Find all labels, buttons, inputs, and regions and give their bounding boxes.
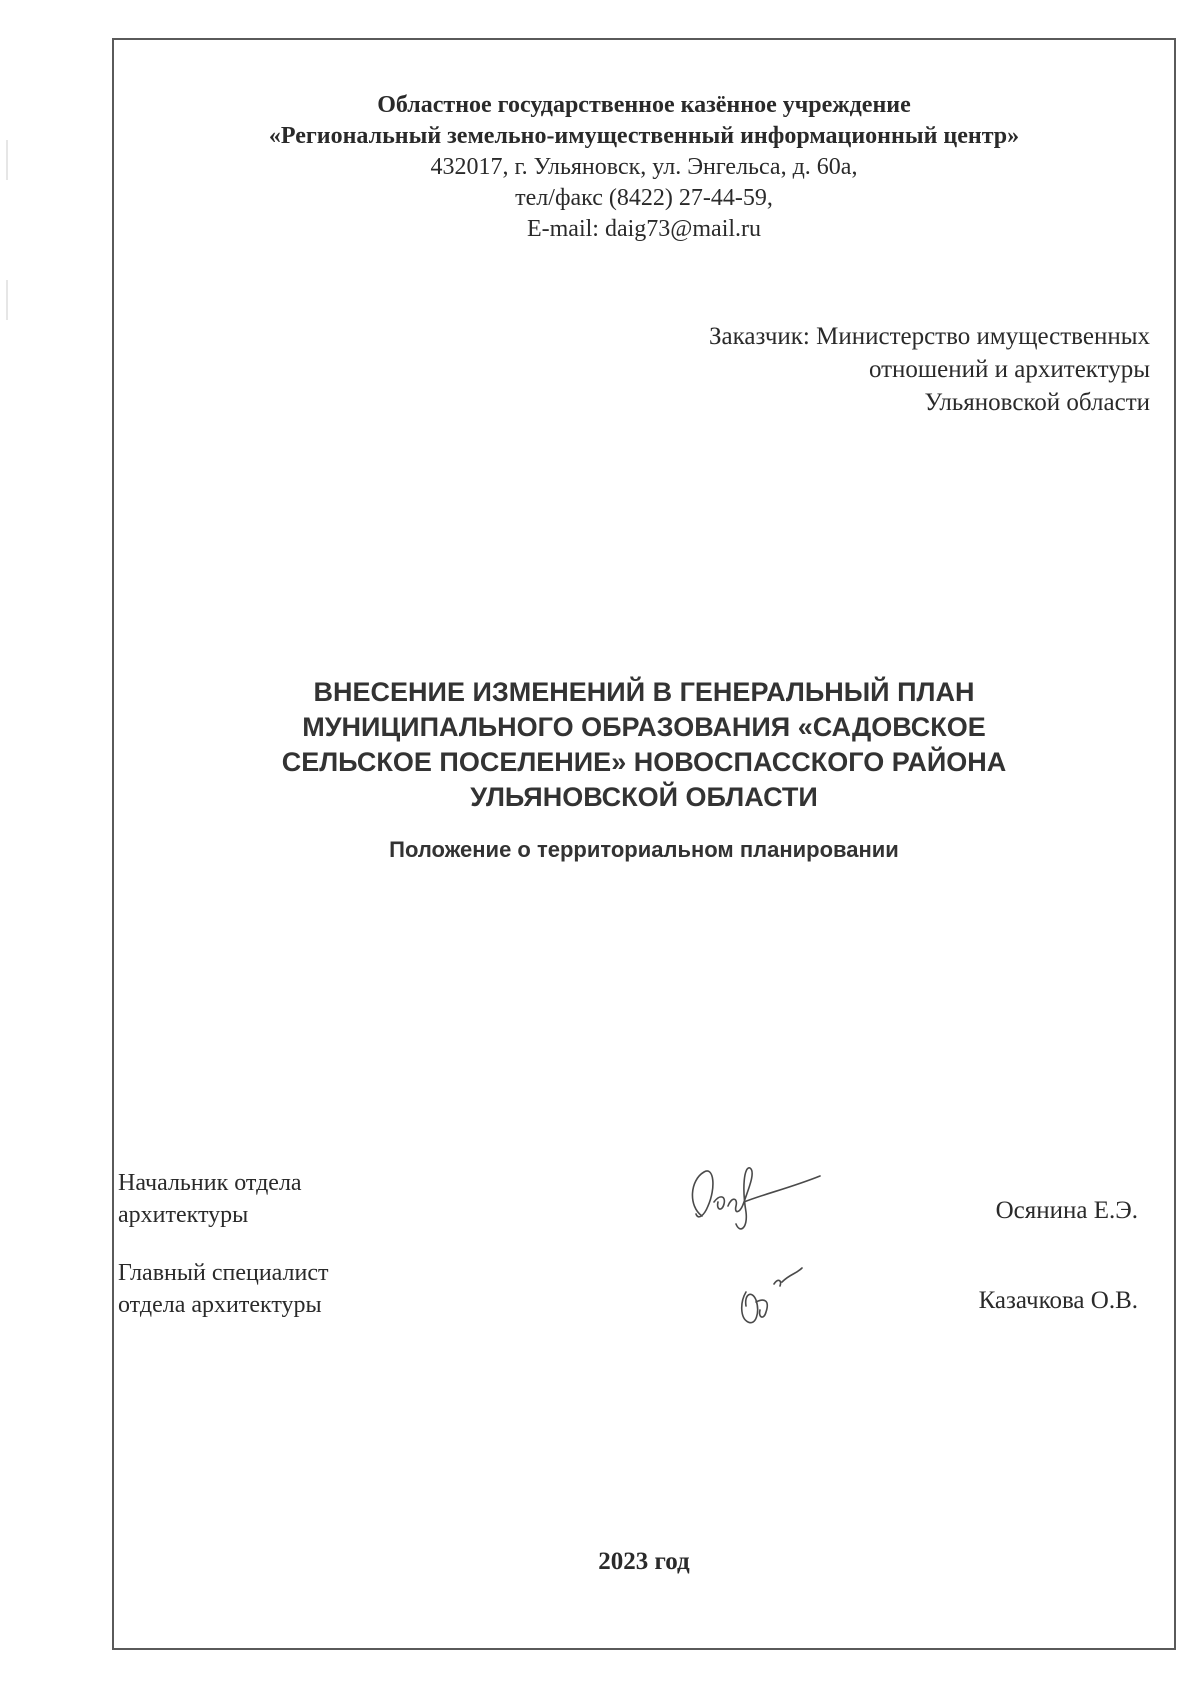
org-address: 432017, г. Ульяновск, ул. Энгельса, д. 60а, [430,154,858,180]
position-line: отдела архитектуры [118,1292,322,1318]
customer-line: Заказчик: Министерство имущественных [708,323,1150,350]
title-line: МУНИЦИПАЛЬНОГО ОБРАЗОВАНИЯ «САДОВСКОЕ [302,712,986,742]
customer-line: отношений и архитектуры [868,356,1150,383]
document-year: 2023 год [598,1548,690,1575]
customer-block [550,320,1150,419]
org-phone: тел/факс (8422) 27-44-59, [515,185,773,211]
title-line: СЕЛЬСКОЕ ПОСЕЛЕНИЕ» НОВОСПАССКОГО РАЙОНА [281,747,1007,777]
scan-edge-mark [6,280,8,320]
signatory-name: Казачкова О.В. [978,1287,1138,1314]
signatory-name: Осянина Е.Э. [995,1197,1138,1224]
scan-edge-mark [6,140,8,180]
document-subtitle: Положение о территориальном планировании [389,837,899,862]
org-name: Областное государственное казённое учреждение [377,92,911,118]
customer-line: Ульяновской области [924,389,1150,416]
signatory-position [118,1167,478,1231]
org-full-name: «Региональный земельно-имущественный информационный центр» [268,123,1020,149]
position-line: Начальник отдела [118,1170,302,1196]
org-email: E-mail: daig73@mail.ru [526,216,762,242]
signature-osyanina [680,1158,830,1238]
document-title [112,675,1176,815]
signatory-position [118,1257,478,1321]
title-line: УЛЬЯНОВСКОЙ ОБЛАСТИ [470,782,818,812]
organization-header [112,90,1176,245]
position-line: Главный специалист [118,1260,329,1286]
position-line: архитектуры [118,1202,249,1228]
title-line: ВНЕСЕНИЕ ИЗМЕНЕНИЙ В ГЕНЕРАЛЬНЫЙ ПЛАН [313,677,975,707]
signature-kazachkova [730,1262,830,1332]
